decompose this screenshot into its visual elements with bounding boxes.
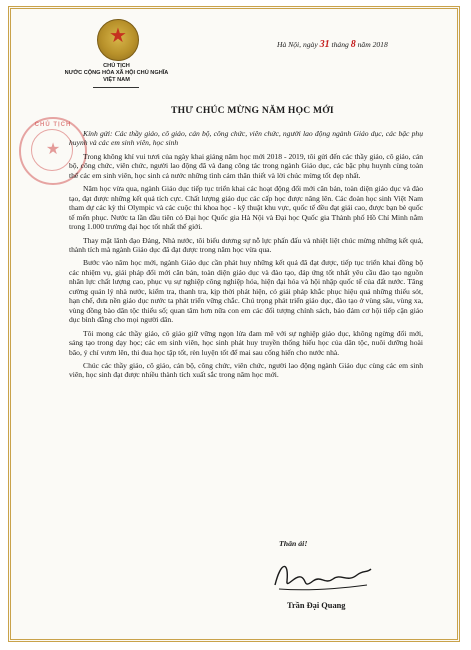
paragraph: Bước vào năm học mới, ngành Giáo dục cần phát huy những kết quả đã đạt được, tiếp tục triển khai đồng bộ các nhiệm vụ, giải pháp đổi mới căn bản, toàn diện giáo dục và đào tạo, đáp ứng tốt nhất yêu cầu đào tạo nguồn nhân lực chất lượng cao, phục vụ sự nghiệp công nghiệp hóa, hiện đại hóa và hội nhập quốc tế của đất nước. Tăng cường quản lý nhà nước, kiểm tra, thanh tra, kịp thời phát hiện, có giải pháp khắc phục hiệu quả những thiếu sót, hạn chế, đưa nền giáo dục nước ta phát triển vững chắc. Chú trọng phát triển giáo dục, đào tạo ở vùng sâu, vùng xa, vùng đồng bào dân tộc thiểu số; quan tâm hơn nữa con em các đối tượng chính sách, bảo đảm cơ hội tiếp cận giáo dục bình đẳng cho mọi người dân. <box>69 258 423 325</box>
paragraph: Tôi mong các thầy giáo, cô giáo giữ vững ngọn lửa đam mê với sự nghiệp giáo dục, không ngừng đổi mới, sáng tạo trong dạy học; các em sinh viên, học sinh phát huy truyền thống hiếu học của dân tộc, nuôi dưỡng hoài bão, ý chí vươn lên, thi đua học tập tốt, rèn luyện tốt để mai sau cống hiến cho nước nhà. <box>69 328 423 357</box>
red-seal-stamp: CHỦ TỊCH ★ <box>19 117 87 185</box>
stamp-text: CHỦ TỊCH <box>34 122 72 128</box>
national-emblem-icon: ★ <box>97 19 139 61</box>
issuing-authority <box>29 63 204 85</box>
org-line-3: VIỆT NAM <box>103 77 130 84</box>
letter-date <box>277 39 388 50</box>
letter-body <box>69 129 423 384</box>
paragraph: Năm học vừa qua, ngành Giáo dục tiếp tục triển khai các hoạt động đổi mới căn bản, toàn diện giáo dục và đào tạo, đạt được những kết quả tích cực. Chất lượng giáo dục các cấp học được nâng lên. Các đoàn học sinh Việt Nam tham dự các kỳ thi Olympic và các cuộc thi khoa học - kỹ thuật khu vực, quốc tế đều đạt giải cao, được bạn bè quốc tế mến phục. Nước ta lần đầu tiên có Đại học Quốc gia Hà Nội và Đại học Quốc gia Thành phố Hồ Chí Minh nằm trong 1.000 trường đại học tốt nhất thế giới. <box>69 184 423 232</box>
letter-title: THƯ CHÚC MỪNG NĂM HỌC MỚI <box>171 105 334 116</box>
org-divider <box>93 87 139 88</box>
date-prefix: Hà Nội, ngày <box>277 40 320 49</box>
paragraph: Trong không khí vui tươi của ngày khai giảng năm học mới 2018 - 2019, tôi gửi đến các thầy giáo, cô giáo, cán bộ, công chức, viên chức, người lao động đã và đang công tác trong ngành Giáo dục, các bậc phụ huynh cùng toàn thể các em sinh viên, học sinh cả nước những tình cảm thân thiết và lời chúc mừng tốt đẹp nhất. <box>69 151 423 180</box>
date-day: 31 <box>319 39 330 50</box>
letter-page <box>8 6 460 642</box>
closing-greeting: Thân ái! <box>279 539 308 548</box>
org-line-2: NƯỚC CỘNG HÒA XÃ HỘI CHỦ NGHĨA <box>64 70 169 77</box>
date-month: 8 <box>350 39 356 50</box>
handwritten-signature <box>267 555 377 597</box>
date-month-word: tháng <box>329 40 351 49</box>
paragraph: Chúc các thầy giáo, cô giáo, cán bộ, công chức, viên chức, người lao động ngành Giáo dục cùng các em sinh viên, học sinh đạt được nhiều thành tích xuất sắc trong năm học mới. <box>69 360 423 380</box>
signer-name: Trần Đại Quang <box>287 601 346 610</box>
salutation: Kính gửi: Các thầy giáo, cô giáo, cán bộ, công chức, viên chức, người lao động ngành Giáo dục, các bậc phụ huynh và các em sinh viên, học sinh <box>69 129 423 148</box>
date-suffix: năm 2018 <box>355 40 388 49</box>
org-line-1: CHỦ TỊCH <box>103 63 130 69</box>
paragraph: Thay mặt lãnh đạo Đảng, Nhà nước, tôi biểu dương sự nỗ lực phấn đấu và nhiệt liệt chúc mừng những kết quả, thành tích mà ngành Giáo dục đã đạt được trong năm học vừa qua. <box>69 235 423 254</box>
